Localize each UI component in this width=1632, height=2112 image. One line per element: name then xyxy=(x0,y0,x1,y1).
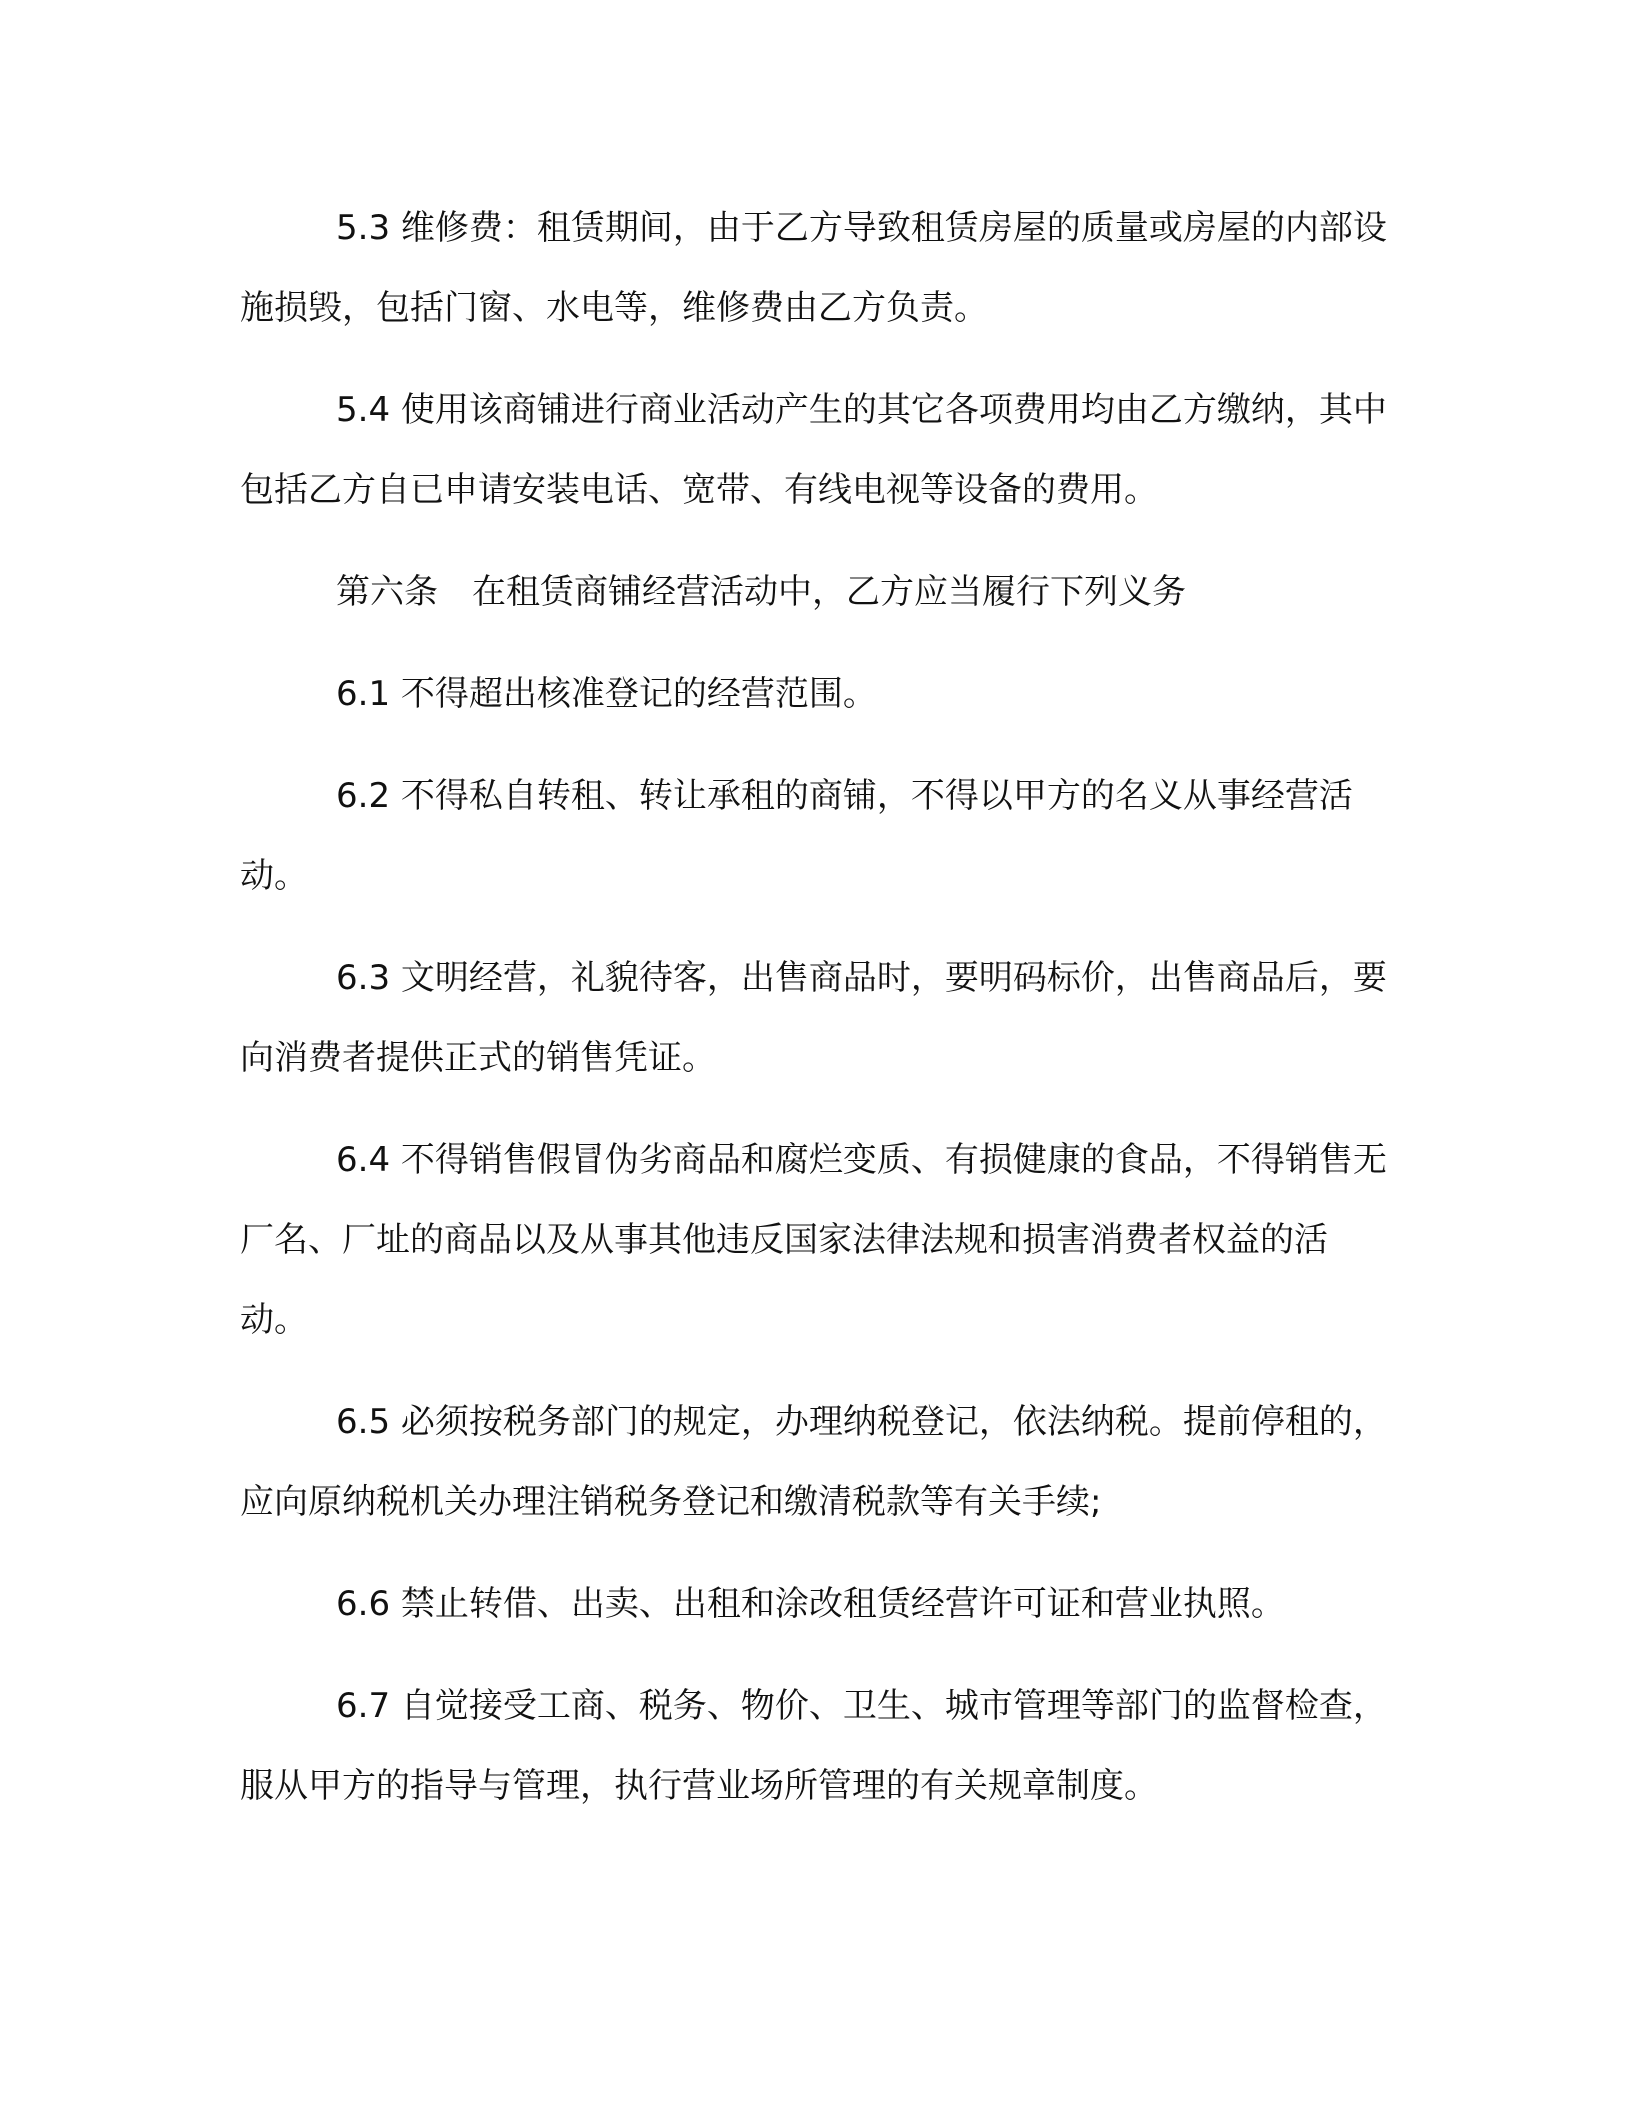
paragraph-6-4: 6.4 不得销售假冒伪劣商品和腐烂变质、有损健康的食品，不得销售无厂名、厂址的商品以及从事其他违反国家法律法规和损害消费者权益的活动。 xyxy=(240,1140,1387,1340)
paragraph-6-7: 6.7 自觉接受工商、税务、物价、卫生、城市管理等部门的监督检查，服从甲方的指导与管理，执行营业场所管理的有关规章制度。 xyxy=(240,1686,1387,1806)
paragraph-5-3: 5.3 维修费：租赁期间，由于乙方导致租赁房屋的质量或房屋的内部设施损毁，包括门窗、水电等，维修费由乙方负责。 xyxy=(240,208,1387,328)
paragraph-5-4: 5.4 使用该商铺进行商业活动产生的其它各项费用均由乙方缴纳，其中包括乙方自已申请安装电话、宽带、有线电视等设备的费用。 xyxy=(240,390,1387,510)
document-body xyxy=(240,188,1390,1848)
paragraph-6-6: 6.6 禁止转借、出卖、出租和涂改租赁经营许可证和营业执照。 xyxy=(336,1584,1285,1624)
article-6-heading: 第六条 在租赁商铺经营活动中，乙方应当履行下列义务 xyxy=(336,572,1186,612)
paragraph-6-1: 6.1 不得超出核准登记的经营范围。 xyxy=(336,674,877,714)
paragraph-6-5: 6.5 必须按税务部门的规定，办理纳税登记，依法纳税。提前停租的，应向原纳税机关办理注销税务登记和缴清税款等有关手续; xyxy=(240,1402,1387,1522)
paragraph-6-3: 6.3 文明经营，礼貌待客，出售商品时，要明码标价，出售商品后，要向消费者提供正式的销售凭证。 xyxy=(240,958,1387,1078)
paragraph-6-2: 6.2 不得私自转租、转让承租的商铺，不得以甲方的名义从事经营活动。 xyxy=(240,776,1353,896)
